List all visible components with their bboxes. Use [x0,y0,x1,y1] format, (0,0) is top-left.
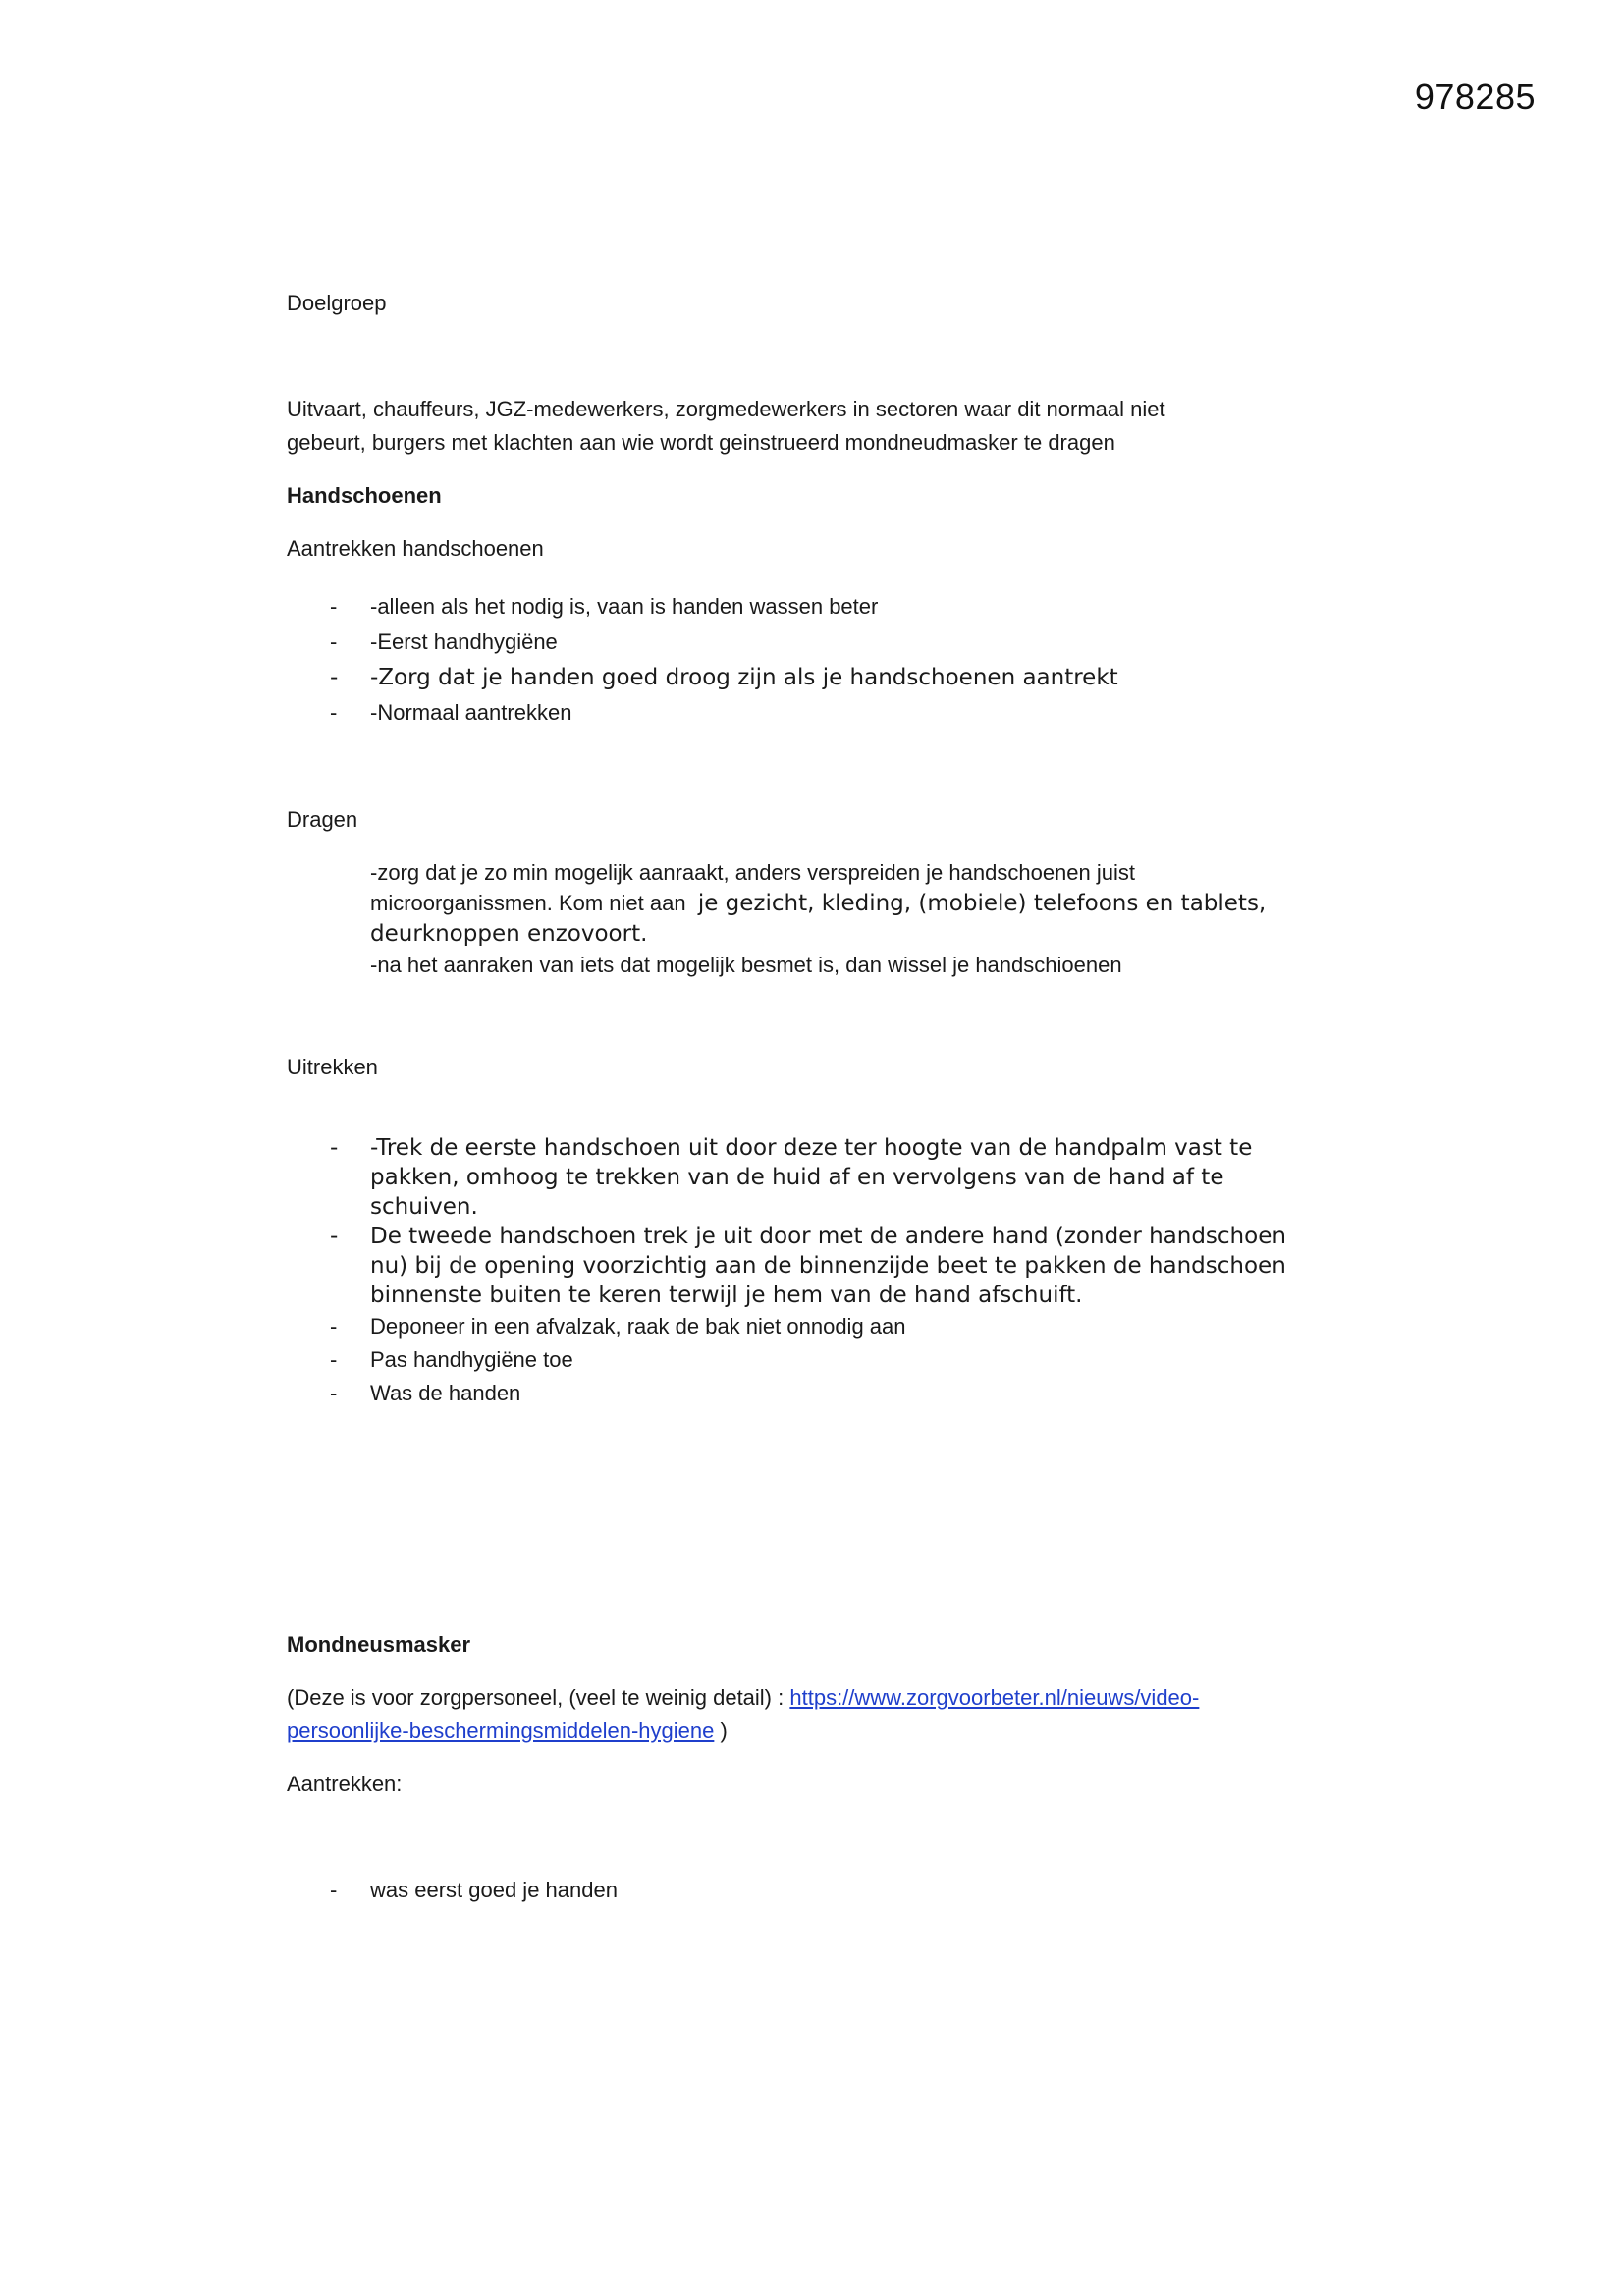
dash-bullet: - [330,1347,338,1372]
mondneusmasker-heading: Mondneusmasker [287,1632,471,1657]
dragen-line: -zorg dat je zo min mogelijk aanraakt, anders verspreiden je handschoenen juist [370,860,1135,885]
mondneusmasker-aantrekken-heading: Aantrekken: [287,1772,403,1796]
dash-bullet: - [330,665,339,690]
dragen-line: -na het aanraken van iets dat mogelijk besmet is, dan wissel je handschioenen [370,953,1122,977]
aantrekken-list [287,589,1347,731]
dragen-heading: Dragen [287,807,358,832]
aantrekken-handschoenen-heading: Aantrekken handschoenen [287,536,544,561]
mondneusmasker-intro-line2: persoonlijke-beschermingsmiddelen-hygiene ) [287,1719,728,1743]
mondneusmasker-intro-line1: (Deze is voor zorgpersoneel, (veel te weinig detail) : https://www.zorgvoorbeter.nl/nieuws/video- [287,1685,1200,1710]
list-item: - Deponeer in een afvalzak, raak de bak niet onnodig aan [287,1310,1347,1343]
doelgroep-heading: Doelgroep [287,291,387,315]
dragen-paragraph [370,857,1342,980]
list-item: - -alleen als het nodig is, vaan is handen wassen beter [287,589,1347,625]
dash-bullet: - [330,1381,338,1405]
list-item: - De tweede handschoen trek je uit door met de andere hand (zonder handschoen nu) bij de opening voorzichtig aan de binnenzijde beet te pakken de handschoen binnenste buiten te keren terwijl je hem van de hand afschuift. [330,1224,1286,1308]
dragen-line: deurknoppen enzovoort. [370,921,648,947]
dash-bullet: - [330,1314,338,1339]
dash-bullet: - [330,629,338,654]
uitrekken-heading: Uitrekken [287,1055,378,1079]
zorgvoorbeter-link-continued[interactable]: persoonlijke-beschermingsmiddelen-hygiene [287,1719,715,1743]
list-item: - was eerst goed je handen [287,1876,1347,1905]
dash-bullet: - [330,1135,339,1161]
dash-bullet: - [330,1224,339,1249]
dash-bullet: - [330,594,338,619]
dragen-line: microorganissmen. Kom niet aan je gezicht, kleding, (mobiele) telefoons en tablets, [370,891,1267,916]
list-item: - -Trek de eerste handschoen uit door deze ter hoogte van de handpalm vast te pakken, omhoog te trekken van de huid af en vervolgens van de hand af te schuiven. [330,1135,1253,1220]
zorgvoorbeter-link[interactable]: https://www.zorgvoorbeter.nl/nieuws/video- [789,1685,1200,1710]
list-item: - Pas handhygiëne toe [287,1343,1347,1377]
handschoenen-heading: Handschoenen [287,483,442,508]
doelgroep-text-line1: Uitvaart, chauffeurs, JGZ-medewerkers, zorgmedewerkers in sectoren waar dit normaal niet [287,397,1165,421]
list-item: - -Normaal aantrekken [287,695,1347,731]
mondneusmasker-list [287,1876,1347,1905]
list-item: - -Eerst handhygiëne [287,625,1347,660]
uitrekken-list [287,1133,1347,1410]
dash-bullet: - [330,700,338,725]
dash-bullet: - [330,1878,338,1902]
list-item: - Was de handen [287,1377,1347,1410]
doelgroep-text-line2: gebeurt, burgers met klachten aan wie wordt geinstrueerd mondneudmasker te dragen [287,430,1115,455]
document-number: 978285 [1414,77,1536,117]
list-item: - -Zorg dat je handen goed droog zijn als je handschoenen aantrekt [287,660,1347,695]
